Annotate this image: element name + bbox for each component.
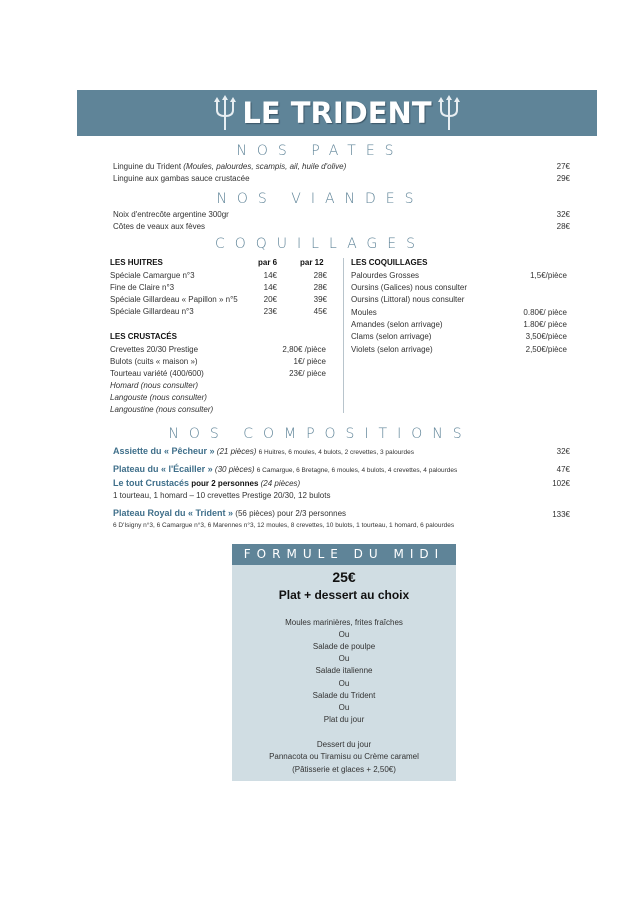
huitre-price-12: 45€: [313, 307, 327, 316]
crustace-name: Homard (nous consulter): [110, 381, 199, 390]
composition-detail: 6 D'Isigny n°3, 6 Camargue n°3, 6 Marennes n°3, 12 moules, 8 crevettes, 10 bulots, 1 tourteau, 1 homard, 6 palourdes: [113, 522, 455, 529]
composition-price: 102€: [552, 479, 570, 488]
formule-line: Ou: [338, 630, 350, 639]
composition-detail: 1 tourteau, 1 homard – 10 crevettes Prestige 20/30, 12 bulots: [113, 491, 331, 500]
coquillage-name: Moules: [351, 308, 377, 317]
huitre-name: Spéciale Gillardeau n°3: [110, 307, 194, 316]
subsection-title-crustaces: LES CRUSTACÉS: [110, 332, 177, 341]
huitre-name: Spéciale Gillardeau « Papillon » n°5: [110, 295, 238, 304]
section-title-pates: NOS PATES: [236, 143, 404, 159]
composition-extra: pour 2 personnes: [191, 479, 259, 488]
formule-dessert: Pannacota ou Tiramisu ou Crème caramel: [269, 752, 419, 761]
formule-midi-box: [232, 544, 456, 781]
formule-dessert: Dessert du jour: [316, 740, 372, 749]
composition-name: Plateau Royal du « Trident »: [113, 508, 234, 518]
formule-line: Ou: [338, 679, 350, 688]
formule-line: Salade de poulpe: [312, 642, 376, 651]
coquillage-price: 3,50€/pièce: [525, 332, 567, 341]
header-banner: [77, 90, 597, 136]
composition-pieces: (24 pièces): [260, 479, 301, 488]
section-title-compositions: NOS COMPOSITIONS: [168, 426, 472, 442]
huitre-name: Spéciale Camargue n°3: [110, 271, 195, 280]
composition-price: 47€: [556, 465, 570, 474]
coquillage-name: Clams (selon arrivage): [351, 332, 432, 341]
column-divider: [343, 258, 344, 413]
crustace-price: 1€/ pièce: [293, 357, 326, 366]
composition-price: 32€: [556, 447, 570, 456]
crustace-name: Crevettes 20/30 Prestige: [110, 345, 199, 354]
huitre-price-12: 28€: [313, 283, 327, 292]
composition-name: Assiette du « Pêcheur »: [113, 446, 215, 456]
composition-name: Le tout Crustacés: [113, 478, 190, 488]
trident-icon: [214, 94, 236, 132]
formule-line: Ou: [338, 703, 350, 712]
formule-price: 25€: [332, 569, 356, 585]
composition-pieces: (21 pièces): [216, 447, 257, 456]
huitre-price-6: 20€: [263, 295, 277, 304]
item-price: 29€: [556, 174, 570, 183]
formule-line: Salade italienne: [315, 666, 373, 675]
coquillage-name: Amandes (selon arrivage): [351, 320, 443, 329]
menu-item: Noix d'entrecôte argentine 300gr: [113, 210, 229, 219]
column-header-par6: par 6: [258, 258, 278, 267]
composition-detail: 6 Huitres, 6 moules, 4 bulots, 2 crevettes, 3 palourdes: [258, 449, 414, 456]
formule-line: Ou: [338, 654, 350, 663]
composition-item: [113, 508, 346, 518]
huitre-price-6: 23€: [263, 307, 277, 316]
composition-pieces: (30 pièces): [214, 465, 255, 474]
menu-item: Linguine aux gambas sauce crustacée: [113, 174, 250, 183]
subsection-title-huitres: LES HUITRES: [110, 258, 163, 267]
coquillage-name: Violets (selon arrivage): [351, 345, 433, 354]
crustace-name: Langouste (nous consulter): [110, 393, 207, 402]
huitre-price-12: 28€: [313, 271, 327, 280]
subsection-title-coquillages: LES COQUILLAGES: [351, 258, 428, 267]
composition-pieces: (56 pièces) pour 2/3 personnes: [235, 509, 347, 518]
restaurant-title: LE TRIDENT: [242, 96, 432, 130]
huitre-name: Fine de Claire n°3: [110, 283, 175, 292]
formule-line: Salade du Trident: [312, 691, 376, 700]
huitre-price-6: 14€: [263, 283, 277, 292]
composition-item: [113, 446, 414, 456]
crustace-name: Tourteau variété (400/600): [110, 369, 204, 378]
trident-icon: [438, 94, 460, 132]
huitre-price-12: 39€: [313, 295, 327, 304]
column-header-par12: par 12: [300, 258, 324, 267]
menu-item: [113, 162, 346, 171]
formule-dessert: (Pâtisserie et glaces + 2,50€): [292, 765, 396, 774]
item-price: 28€: [556, 222, 570, 231]
crustace-price: 2,80€ /pièce: [282, 345, 326, 354]
coquillage-name: Oursins (Littoral) nous consulter: [351, 295, 465, 304]
crustace-name: Bulots (cuits « maison »): [110, 357, 198, 366]
section-title-coquillages: COQUILLAGES: [214, 236, 426, 252]
menu-item: Côtes de veaux aux fèves: [113, 222, 206, 231]
item-name: Linguine du Trident: [113, 162, 182, 171]
composition-name: Plateau du « l'Écailler »: [113, 464, 213, 474]
crustace-price: 23€/ pièce: [289, 369, 326, 378]
formule-title: FORMULE DU MIDI: [232, 544, 456, 565]
item-price: 27€: [556, 162, 570, 171]
composition-item: [113, 478, 300, 488]
item-price: 32€: [556, 210, 570, 219]
coquillage-price: 2,50€/pièce: [525, 345, 567, 354]
composition-detail: 6 Camargue, 6 Bretagne, 6 moules, 4 bulots, 4 crevettes, 4 palourdes: [256, 467, 458, 474]
formule-line: Moules marinières, frites fraîches: [285, 618, 403, 627]
formule-line: Plat du jour: [323, 715, 365, 724]
section-title-viandes: NOS VIANDES: [216, 191, 424, 207]
item-detail: (Moules, palourdes, scampis, ail, huile d'olive): [183, 162, 347, 171]
coquillage-name: Oursins (Galices) nous consulter: [351, 283, 468, 292]
coquillage-price: 0.80€/ pièce: [523, 308, 567, 317]
coquillage-price: 1,5€/pièce: [530, 271, 567, 280]
huitre-price-6: 14€: [263, 271, 277, 280]
composition-price: 133€: [552, 510, 570, 519]
crustace-name: Langoustine (nous consulter): [110, 405, 214, 414]
coquillage-name: Palourdes Grosses: [351, 271, 420, 280]
composition-item: [113, 464, 457, 474]
formule-subtitle: Plat + dessert au choix: [278, 588, 410, 602]
coquillage-price: 1.80€/ pièce: [523, 320, 567, 329]
